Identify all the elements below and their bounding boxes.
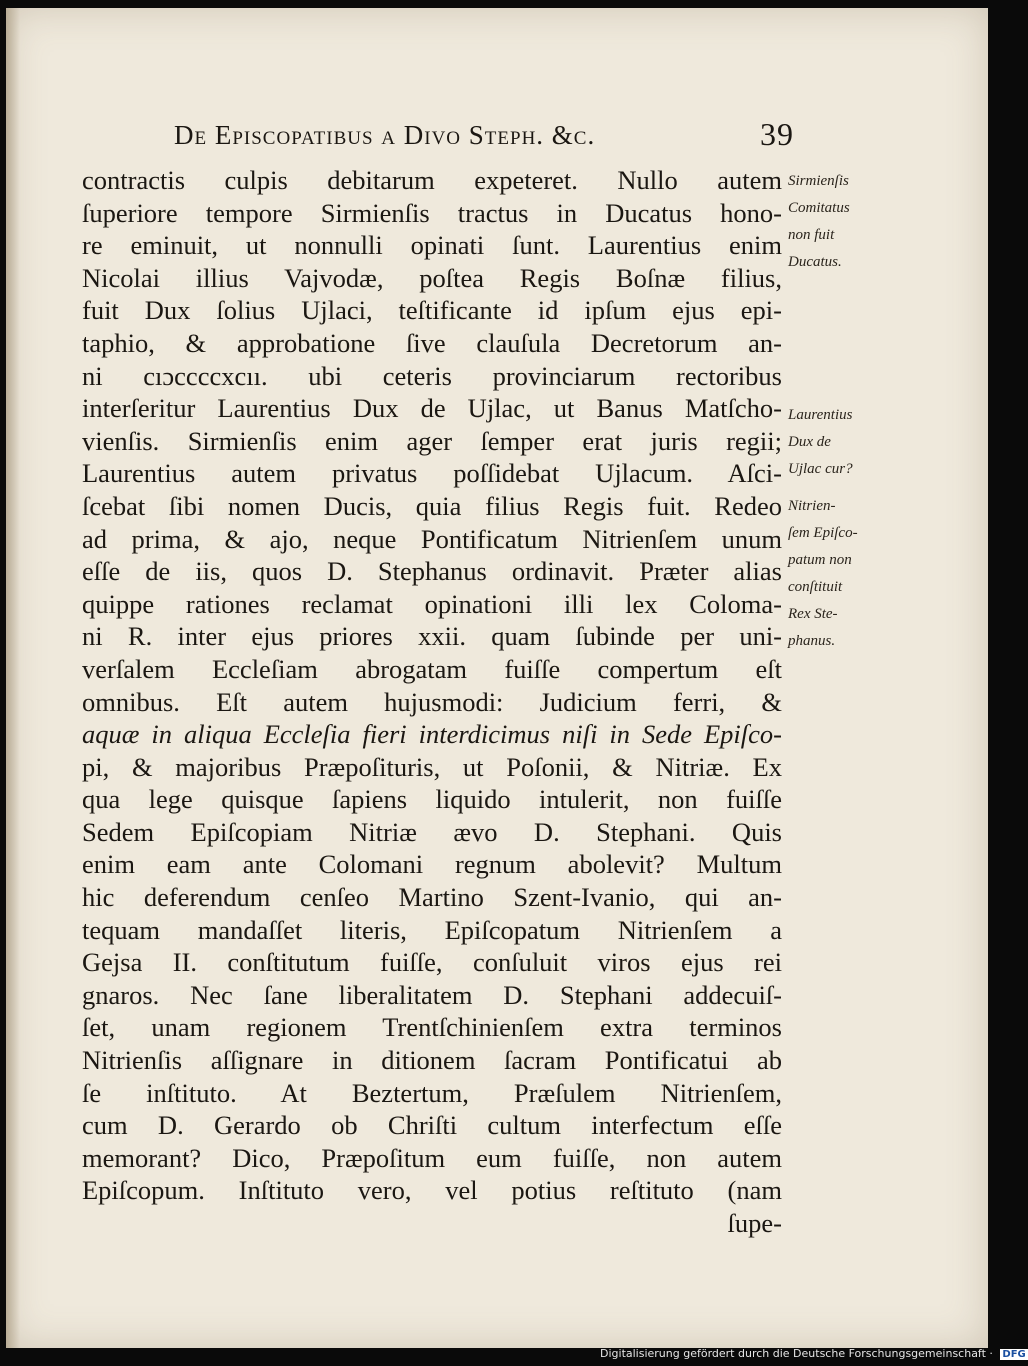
- running-title: De Episcopatibus a Divo Steph. &c.: [174, 120, 596, 150]
- margin-note-line: ſem Epiſco-: [788, 525, 858, 541]
- text-line: ſcebat ſibi nomen Ducis, quia filius Regis fuit. Redeo: [82, 490, 782, 521]
- text-line: taphio, & approbatione ſive clauſula Decretorum an-: [82, 327, 782, 358]
- text-line: Laurentius autem privatus poſſidebat Ujlacum. Aſci-: [82, 458, 782, 489]
- text-line: fuit Dux ſolius Ujlaci, teſtificante id ipſum ejus epi-: [82, 295, 782, 326]
- margin-note-line: Laurentius: [788, 407, 853, 423]
- margin-note-nitriensem: [788, 493, 898, 655]
- text-line: ſe inſtituto. At Beztertum, Præſulem Nitrienſem,: [82, 1077, 782, 1108]
- margin-note-line: Rex Ste-: [788, 606, 838, 622]
- text-line: Gejsa II. conſtitutum fuiſſe, conſuluit viros ejus rei: [82, 947, 782, 978]
- text-line: verſalem Eccleſiam abrogatam fuiſſe compertum eſt: [82, 653, 782, 684]
- margin-note-line: Ujlac cur?: [788, 461, 853, 477]
- text-line: Sedem Epiſcopiam Nitriæ ævo D. Stephani. Quis: [82, 816, 782, 847]
- text-line: qua lege quisque ſapiens liquido intulerit, non fuiſſe: [82, 784, 782, 815]
- margin-note-laurentius: [788, 402, 898, 483]
- text-line: quippe rationes reclamat opinationi illi lex Coloma-: [82, 588, 782, 619]
- margin-note-line: conſtituit: [788, 579, 843, 595]
- margin-note-line: Nitrien-: [788, 498, 836, 514]
- text-line: aquæ in aliqua Eccleſia fieri interdicimus niſi in Sede Epiſco-: [82, 719, 782, 750]
- margin-note-line: Sirmienſis: [788, 173, 849, 189]
- dfg-logo: DFG: [1002, 1349, 1026, 1360]
- margin-note-line: Dux de: [788, 434, 831, 450]
- text-line: ni R. inter ejus priores xxii. quam ſubinde per uni-: [82, 621, 782, 652]
- text-line: memorant? Dico, Præpoſitum eum fuiſſe, non autem: [82, 1142, 782, 1173]
- text-line: hic deferendum cenſeo Martino Szent-Ivanio, qui an-: [82, 882, 782, 913]
- marginalia: [788, 168, 898, 655]
- page-number: 39: [760, 116, 794, 152]
- text-line: omnibus. Eſt autem hujusmodi: Judicium ferri, &: [82, 686, 782, 717]
- text-line: pi, & majoribus Præpoſituris, ut Poſonii, & Nitriæ. Ex: [82, 751, 782, 782]
- page-edge-shadow: [6, 8, 20, 1348]
- text-line: ad prima, & ajo, neque Pontificatum Nitrienſem unum: [82, 523, 782, 554]
- margin-note-line: non fuit: [788, 227, 835, 243]
- text-line: Epiſcopum. Inſtituto vero, vel potius reſtituto (nam: [82, 1175, 782, 1206]
- text-line: interſeritur Laurentius Dux de Ujlac, ut Banus Matſcho-: [82, 393, 782, 424]
- text-line: eſſe de iis, quos D. Stephanus ordinavit. Præter alias: [82, 556, 782, 587]
- text-line: ſuperiore tempore Sirmienſis tractus in Ducatus hono-: [82, 197, 782, 228]
- text-line: Nicolai illius Vajvodæ, poſtea Regis Boſnæ filius,: [82, 262, 782, 293]
- catchword: ſupe-: [727, 1208, 782, 1238]
- text-line: enim eam ante Colomani regnum abolevit? Multum: [82, 849, 782, 880]
- margin-note-line: phanus.: [788, 633, 836, 649]
- text-line: gnaros. Nec ſane liberalitatem D. Stephani addecuiſ-: [82, 979, 782, 1010]
- margin-note-sirmiensis: [788, 168, 898, 276]
- text-line: re eminuit, ut nonnulli opinati ſunt. Laurentius enim: [82, 230, 782, 261]
- text-line: tequam mandaſſet literis, Epiſcopatum Nitrienſem a: [82, 914, 782, 945]
- text-line: cum D. Gerardo ob Chriſti cultum interfectum eſſe: [82, 1110, 782, 1141]
- running-head: [174, 116, 794, 156]
- text-line: ni cıɔccccxcıı. ubi ceteris provinciarum rectoribus: [82, 360, 782, 391]
- text-line: ſet, unam regionem Trentſchinienſem extra terminos: [82, 1012, 782, 1043]
- book-page: [6, 8, 988, 1348]
- text-line: vienſis. Sirmienſis enim ager ſemper erat juris regii;: [82, 425, 782, 456]
- margin-note-line: patum non: [788, 552, 852, 568]
- footer-credit: Digitalisierung gefördert durch die Deutsche Forschungsgemeinschaft ·: [600, 1347, 993, 1360]
- margin-note-line: Comitatus: [788, 200, 850, 216]
- body-text: [82, 164, 782, 1240]
- digitization-footer: [600, 1347, 1026, 1363]
- margin-note-line: Ducatus.: [788, 254, 842, 270]
- text-line: contractis culpis debitarum expeteret. Nullo autem: [82, 165, 782, 195]
- text-line: Nitrienſis aſſignare in ditionem ſacram Pontificatui ab: [82, 1045, 782, 1076]
